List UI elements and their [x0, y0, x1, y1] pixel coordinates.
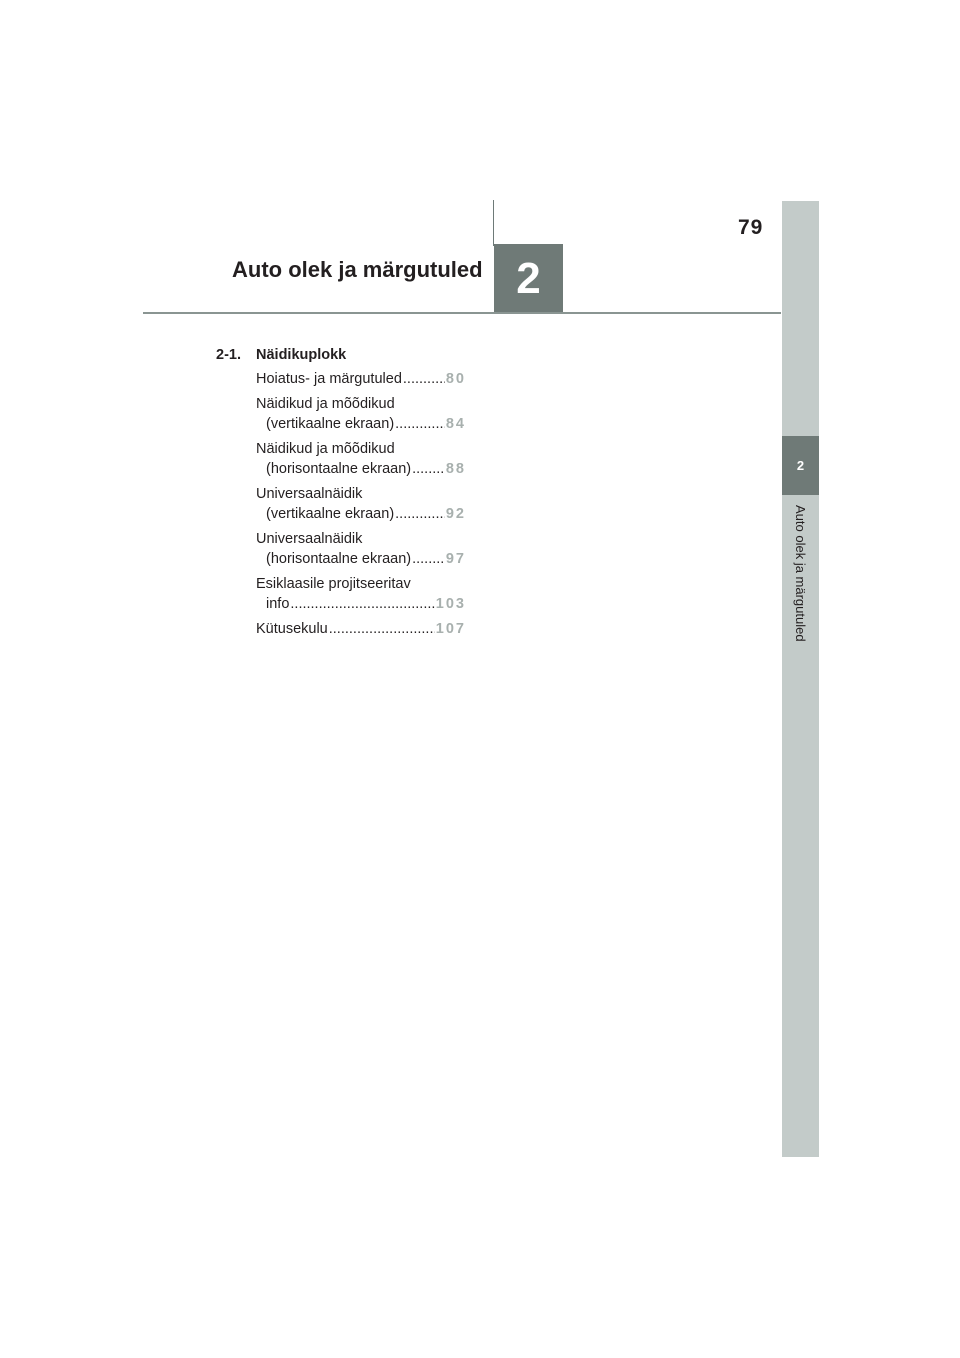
toc-entry-subtitle: (horisontaalne ekraan) — [266, 551, 412, 567]
toc-entry-title: Kütusekulu — [256, 621, 328, 637]
toc-entry-title: Hoiatus- ja märgutuled — [256, 371, 402, 387]
page-number: 79 — [738, 216, 764, 239]
toc-entry[interactable] — [256, 529, 466, 569]
toc-leader-dots — [329, 619, 435, 639]
toc-entry[interactable] — [256, 484, 466, 524]
header-vertical-rule — [493, 200, 494, 246]
toc-entry-title: Näidikud ja mõõdikud — [256, 396, 395, 412]
toc-entry[interactable] — [256, 439, 466, 479]
toc-entry[interactable] — [256, 394, 466, 434]
header-horizontal-rule — [143, 312, 781, 314]
toc-entry-page[interactable]: 84 — [445, 416, 466, 432]
side-tab-number: 2 — [782, 436, 819, 495]
toc-entry-page[interactable]: 88 — [445, 461, 466, 477]
toc-entry-subtitle: info — [266, 596, 290, 612]
toc-entry-page[interactable]: 107 — [435, 621, 466, 637]
toc-section-number: 2-1. — [216, 347, 241, 363]
toc-entry-subtitle: (horisontaalne ekraan) — [266, 461, 412, 477]
table-of-contents — [216, 345, 466, 644]
chapter-number-box: 2 — [494, 244, 563, 313]
toc-leader-dots — [403, 369, 445, 389]
chapter-title: Auto olek ja märgutuled — [232, 257, 483, 282]
toc-entry[interactable] — [256, 619, 466, 639]
toc-entry[interactable] — [256, 574, 466, 614]
side-tab — [782, 201, 819, 1157]
toc-entry[interactable] — [256, 369, 466, 389]
toc-leader-dots — [395, 504, 445, 524]
toc-leader-dots — [412, 459, 445, 479]
toc-section-title: Näidikuplokk — [256, 347, 347, 363]
toc-entry-subtitle: (vertikaalne ekraan) — [266, 506, 395, 522]
toc-entry-title: Universaalnäidik — [256, 531, 363, 547]
toc-leader-dots — [412, 549, 445, 569]
toc-leader-dots — [290, 594, 434, 614]
toc-entry-title: Esiklaasile projitseeritav — [256, 576, 411, 592]
toc-entry-page[interactable]: 103 — [435, 596, 466, 612]
toc-entry-title: Näidikud ja mõõdikud — [256, 441, 395, 457]
toc-section-heading — [216, 345, 466, 365]
toc-entry-title: Universaalnäidik — [256, 486, 363, 502]
toc-leader-dots — [395, 414, 445, 434]
toc-entry-page[interactable]: 92 — [445, 506, 466, 522]
toc-entry-page[interactable]: 80 — [445, 371, 466, 387]
toc-entry-page[interactable]: 97 — [445, 551, 466, 567]
side-tab-label: Auto olek ja märgutuled — [793, 505, 808, 642]
toc-entry-subtitle: (vertikaalne ekraan) — [266, 416, 395, 432]
